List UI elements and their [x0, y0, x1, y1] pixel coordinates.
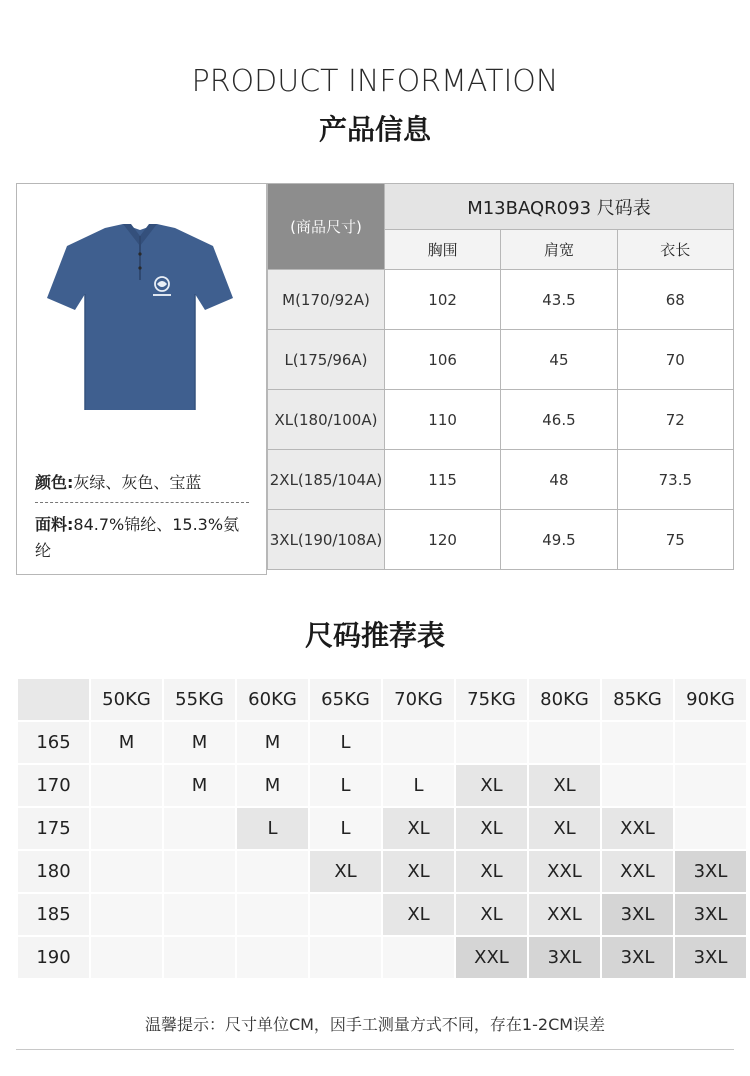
table-row: [268, 270, 734, 330]
size-cell: [164, 851, 235, 892]
size-cell: XL: [456, 808, 527, 849]
size-cell: M: [237, 722, 308, 763]
size-cell: 3XL: [529, 937, 600, 978]
weight-header: 55KG: [164, 679, 235, 720]
size-cell: 3XL: [675, 894, 746, 935]
shoulder-value: 45: [501, 330, 617, 390]
size-cell: XL: [456, 851, 527, 892]
polo-shirt-image: [45, 220, 235, 416]
size-cell: [675, 722, 746, 763]
size-cell: [164, 937, 235, 978]
grid-corner: [18, 679, 89, 720]
size-cell: XXL: [529, 894, 600, 935]
height-header: 175: [18, 808, 89, 849]
column-header-length: 衣长: [617, 230, 733, 270]
shoulder-value: 48: [501, 450, 617, 510]
size-table-title: M13BAQR093 尺码表: [384, 184, 733, 230]
size-cell: XL: [529, 808, 600, 849]
weight-header: 80KG: [529, 679, 600, 720]
size-cell: XL: [456, 765, 527, 806]
size-cell: [529, 722, 600, 763]
size-cell: [91, 894, 162, 935]
size-cell: [310, 894, 381, 935]
size-cell: L: [310, 765, 381, 806]
size-cell: XL: [383, 894, 454, 935]
length-value: 70: [617, 330, 733, 390]
size-cell: XXL: [456, 937, 527, 978]
chest-value: 110: [384, 390, 500, 450]
height-header: 180: [18, 851, 89, 892]
bottom-divider: [16, 1049, 734, 1050]
column-header-shoulder: 肩宽: [501, 230, 617, 270]
page-title-en: PRODUCT INFORMATION: [191, 64, 559, 99]
height-header: 165: [18, 722, 89, 763]
page-title-cn: 产品信息: [318, 113, 431, 146]
length-value: 68: [617, 270, 733, 330]
size-cell: 3XL: [675, 937, 746, 978]
weight-header: 90KG: [675, 679, 746, 720]
size-chart-block: [16, 183, 734, 575]
size-cell: L: [237, 808, 308, 849]
size-recommendation-grid: [16, 677, 748, 980]
height-header: 190: [18, 937, 89, 978]
size-label: L(175/96A): [268, 330, 385, 390]
length-value: 75: [617, 510, 733, 570]
color-value: 灰绿、灰色、宝蓝: [73, 473, 202, 492]
size-label: XL(180/100A): [268, 390, 385, 450]
size-cell: 3XL: [675, 851, 746, 892]
product-cell: [16, 183, 267, 575]
chest-value: 106: [384, 330, 500, 390]
size-cell: XL: [456, 894, 527, 935]
shoulder-value: 46.5: [501, 390, 617, 450]
weight-header: 60KG: [237, 679, 308, 720]
shoulder-value: 43.5: [501, 270, 617, 330]
size-cell: [237, 894, 308, 935]
color-label: 颜色:: [35, 473, 74, 492]
grid-row: [18, 765, 746, 806]
size-cell: [383, 722, 454, 763]
size-cell: XXL: [602, 851, 673, 892]
size-cell: [164, 894, 235, 935]
column-header-chest: 胸围: [384, 230, 500, 270]
size-cell: [164, 808, 235, 849]
size-cell: M: [91, 722, 162, 763]
grid-row: [18, 722, 746, 763]
size-cell: M: [164, 722, 235, 763]
material-value: 84.7%锦纶、15.3%氨纶: [35, 515, 240, 560]
grid-row: [18, 937, 746, 978]
weight-header: 50KG: [91, 679, 162, 720]
size-cell: L: [310, 722, 381, 763]
table-row: [268, 390, 734, 450]
size-cell: [237, 937, 308, 978]
size-cell: M: [237, 765, 308, 806]
size-cell: [91, 765, 162, 806]
material-attribute: [35, 512, 255, 564]
size-table-corner: (商品尺寸): [268, 184, 385, 270]
size-cell: [91, 937, 162, 978]
measurement-note: 温馨提示：尺寸单位CM，因手工测量方式不同，存在1-2CM误差: [144, 1015, 606, 1034]
grid-row: [18, 851, 746, 892]
size-cell: [602, 722, 673, 763]
size-cell: XXL: [529, 851, 600, 892]
size-label: 3XL(190/108A): [268, 510, 385, 570]
length-value: 73.5: [617, 450, 733, 510]
chest-value: 102: [384, 270, 500, 330]
chest-value: 115: [384, 450, 500, 510]
height-header: 185: [18, 894, 89, 935]
table-row: [268, 330, 734, 390]
color-attribute: [35, 470, 201, 493]
size-cell: [237, 851, 308, 892]
size-cell: [456, 722, 527, 763]
size-cell: XL: [383, 808, 454, 849]
size-cell: XL: [310, 851, 381, 892]
size-cell: [675, 808, 746, 849]
size-cell: [91, 851, 162, 892]
size-cell: 3XL: [602, 894, 673, 935]
size-cell: [602, 765, 673, 806]
material-label: 面料:: [35, 515, 74, 534]
size-label: M(170/92A): [268, 270, 385, 330]
grid-row: [18, 808, 746, 849]
size-cell: M: [164, 765, 235, 806]
size-cell: [675, 765, 746, 806]
weight-header: 65KG: [310, 679, 381, 720]
chest-value: 120: [384, 510, 500, 570]
size-cell: XL: [383, 851, 454, 892]
weight-header: 75KG: [456, 679, 527, 720]
size-cell: L: [383, 765, 454, 806]
weight-header: 70KG: [383, 679, 454, 720]
length-value: 72: [617, 390, 733, 450]
size-cell: XXL: [602, 808, 673, 849]
attribute-divider: [35, 502, 249, 503]
recommendation-title: 尺码推荐表: [304, 619, 445, 652]
size-cell: [91, 808, 162, 849]
size-cell: [310, 937, 381, 978]
grid-row: [18, 894, 746, 935]
size-cell: 3XL: [602, 937, 673, 978]
size-label: 2XL(185/104A): [268, 450, 385, 510]
height-header: 170: [18, 765, 89, 806]
size-table: [267, 183, 734, 570]
table-row: [268, 450, 734, 510]
size-cell: [383, 937, 454, 978]
shoulder-value: 49.5: [501, 510, 617, 570]
recommendation-table: [16, 677, 748, 980]
table-row: [268, 510, 734, 570]
weight-header: 85KG: [602, 679, 673, 720]
size-cell: XL: [529, 765, 600, 806]
size-cell: L: [310, 808, 381, 849]
